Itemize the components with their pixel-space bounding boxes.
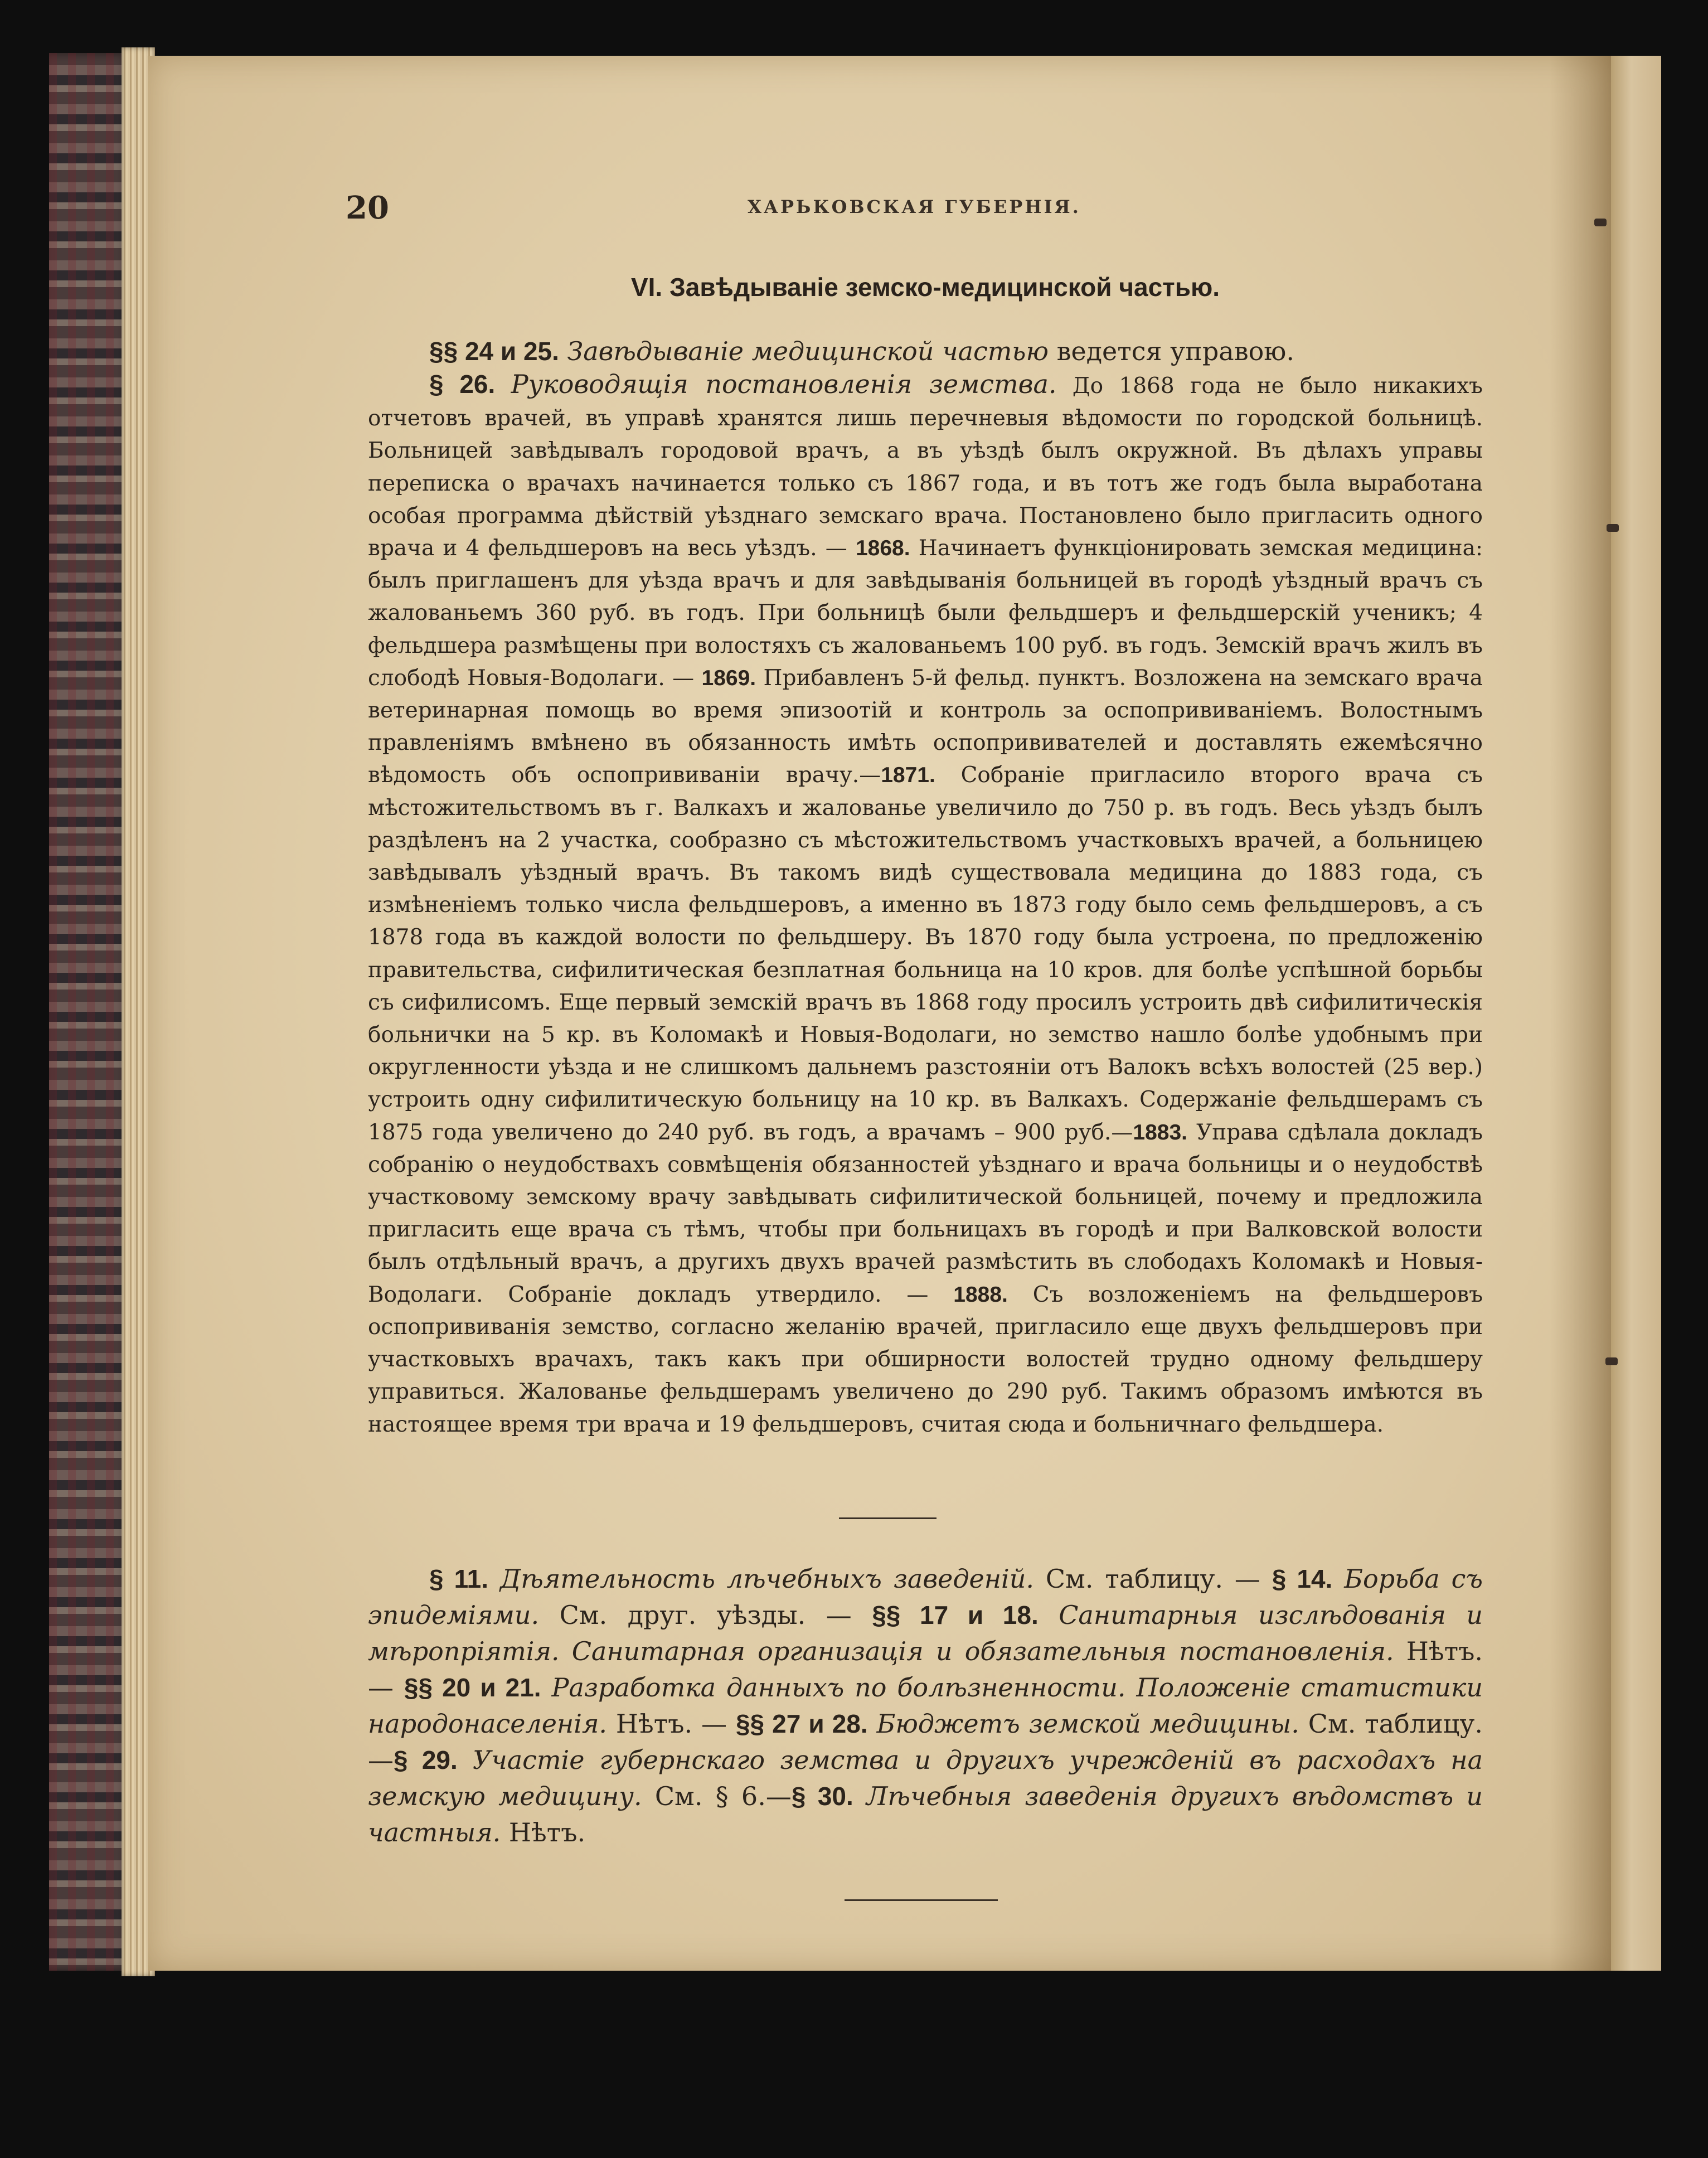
paragraph-heading: Бюджетъ земской медицины.: [876, 1709, 1299, 1739]
section-sign: §§ 17 и 18.: [872, 1601, 1039, 1630]
paragraph-24-25: [368, 334, 1483, 368]
section-sign: §§ 27 и 28.: [735, 1709, 868, 1738]
paragraph-text: Собраніе пригласило второго врача съ мѣстожительствомъ въ г. Валкахъ и жалованье увеличило до 750 р. въ годъ. Весь уѣздъ былъ раздѣленъ на 2 участка, сообразно съ мѣстожительствомъ участковыхъ врачей, а больницею завѣдывалъ уѣздный врачъ. Въ такомъ видѣ существовала медицина до 1883 года, съ измѣненіемъ только числа фельдшеровъ, а именно въ 1873 году было семь фельдшеровъ, а съ 1878 года въ каждой волости по фельдшеру. Въ 1870 году была устроена, по предложенію правительства, сифилитическая безплатная больница на 10 кров. для болѣе успѣшной борьбы съ сифилисомъ. Еще первый земскій врачъ въ 1868 году просилъ устроить двѣ сифилитическія больнички на 5 кр. въ Коломакѣ и Новыя-Водолаги, но земство нашло болѣе удобнымъ при округленности уѣзда и не слишкомъ дальнемъ разстояніи отъ Валокъ всѣхъ волостей (25 вер.) устроить одну сифилитическую больницу на 10 кр. въ Валкахъ. Содержаніе фельдшерамъ съ 1875 года увеличено до 240 руб. въ годъ, а врачамъ – 900 руб.—: [368, 763, 1483, 1145]
gutter-shadow: [1550, 56, 1611, 1971]
section-body-summary: [368, 1561, 1483, 1851]
paragraph-text: См. § 6.—: [642, 1781, 792, 1811]
paragraph-text: Нѣтъ.: [501, 1817, 586, 1847]
paragraph-heading: Завѣдываніе медицинской частью: [567, 336, 1049, 366]
year-marker: 1888.: [953, 1282, 1008, 1307]
section-sign: § 29.: [394, 1745, 458, 1774]
facing-page-edge: [1611, 56, 1661, 1971]
section-body-main: [368, 334, 1483, 1441]
paragraph-text: Прибавленъ 5-й фельд. пунктъ. Возложена на земскаго врача ветеринарная помощь во время эпизоотій и контроль за оспопрививаніемъ. Волостнымъ правленіямъ вмѣнено въ обязанность имѣть оспопрививателей и доставлять ежемѣсячно вѣдомость объ оспопрививаніи врачу.—: [368, 665, 1483, 788]
paragraph-text: См. таблицу. —: [1033, 1564, 1272, 1594]
paragraph-text: См. друг. уѣзды. —: [539, 1600, 872, 1630]
paragraph-heading: Санитарныя изслѣдованія и мѣропріятія. Санитарная организація и обязательныя постановленія.: [368, 1600, 1483, 1666]
paragraph-text: До 1868 года не было никакихъ отчетовъ врачей, въ управѣ хранятся лишь перечневыя вѣдомости по городской больницѣ. Больницей завѣдывалъ городовой врачъ, а въ уѣздѣ былъ окружной. Въ дѣлахъ управы переписка о врачахъ начинается только съ 1867 года, и въ тотъ же годъ была выработана особая программа дѣйствій уѣзднаго земскаго врача. Постановлено было пригласить одного врача и 4 фельдшеровъ на весь уѣздъ. —: [368, 374, 1483, 561]
paragraph-text: Начинаетъ функціонировать земская медицина: былъ приглашенъ для уѣзда врачъ и для завѣдыванія больницей въ городѣ уѣздный врачъ съ жалованьемъ 360 руб. въ годъ. При больницѣ были фельдшеръ и фельдшерскій ученикъ; 4 фельдшера размѣщены при волостяхъ съ жалованьемъ 100 руб. въ годъ. Земскій врачъ жилъ въ слободѣ Новыя-Водолаги. —: [368, 536, 1483, 691]
year-marker: 1869.: [701, 666, 756, 690]
page-fastener-mark: [1607, 524, 1619, 532]
paragraph-heading: Участіе губернскаго земства и другихъ учрежденій въ расходахъ на земскую медицину.: [368, 1745, 1483, 1811]
year-marker: 1883.: [1133, 1120, 1188, 1145]
section-title: VI. Завѣдываніе земско-медицинской частью.: [630, 273, 1220, 302]
section-sign: §§ 20 и 21.: [404, 1673, 541, 1702]
page-header: [346, 190, 1483, 234]
page-fastener-mark: [1594, 219, 1607, 226]
paragraph-heading: Борьба съ эпидеміями.: [368, 1564, 1483, 1630]
section-sign: § 14.: [1272, 1564, 1333, 1593]
section-sign: § 30.: [791, 1782, 853, 1811]
paragraph-text: См. таблицу.—: [368, 1709, 1483, 1775]
end-divider: [845, 1899, 998, 1901]
section-sign: § 11.: [429, 1564, 489, 1593]
paragraph-text: Нѣтъ. —: [368, 1636, 1483, 1703]
paragraph-text: Управа сдѣлала докладъ собранію о неудобствахъ совмѣщенія обязанностей уѣзднаго и врача больницы и о неудобствѣ участковому земскому врачу завѣдывать сифилитической больницей, почему и предложила пригласить еще врача съ тѣмъ, чтобы при больницахъ въ городѣ и при Валковской волости былъ отдѣльный врачъ, а другихъ двухъ врачей размѣстить въ слободахъ Коломакѣ и Новыя-Водолаги. Собраніе докладъ утвердило. —: [368, 1119, 1483, 1307]
paragraph-heading: Разработка данныхъ по болѣзненности. Положеніе статистики народонаселенія.: [368, 1672, 1483, 1739]
paragraph-summary: [368, 1561, 1483, 1851]
paragraph-heading: Лѣчебныя заведенія другихъ вѣдомствъ и частныя.: [368, 1781, 1483, 1847]
paragraph-heading: Руководящія постановленія земства.: [511, 369, 1057, 399]
section-sign: §§ 24 и 25.: [429, 337, 559, 366]
page-fastener-mark: [1605, 1357, 1618, 1365]
paragraph-text: Съ возложеніемъ на фельдшеровъ оспопрививанія земство, согласно желанію врачей, пригласило еще двухъ фельдшеровъ при участковыхъ врачахъ, такъ какъ при обширности волостей трудно одному фельдшеру управиться. Жалованье фельдшерамъ увеличено до 290 руб. Такимъ образомъ имѣются въ настоящее время три врача и 19 фельдшеровъ, считая сюда и больничнаго фельдшера.: [368, 1282, 1483, 1437]
paragraph-text: ведется управою.: [1048, 336, 1294, 366]
page-number: 20: [346, 190, 389, 226]
paragraph-26: [368, 368, 1483, 1441]
paragraph-heading: Дѣятельность лѣчебныхъ заведеній.: [499, 1564, 1034, 1594]
section-sign: § 26.: [429, 370, 496, 399]
section-divider: [839, 1517, 937, 1519]
paragraph-text: Нѣтъ. —: [607, 1709, 736, 1739]
year-marker: 1868.: [855, 536, 910, 561]
book-binding-edge: [49, 53, 133, 1971]
running-head: ХАРЬКОВСКАЯ ГУБЕРНІЯ.: [748, 196, 1081, 217]
year-marker: 1871.: [881, 763, 935, 788]
